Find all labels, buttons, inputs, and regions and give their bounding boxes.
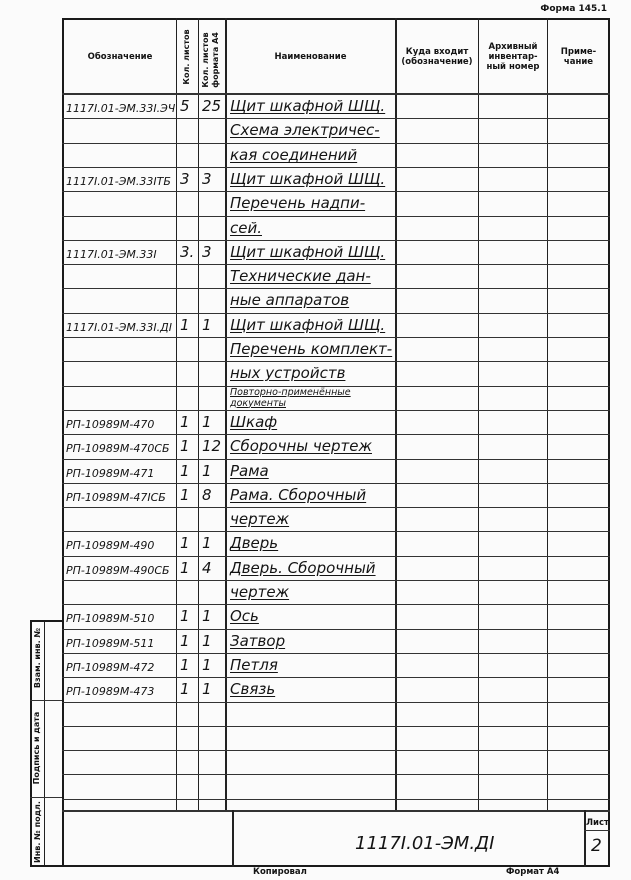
header-designation: Обозначение bbox=[87, 51, 153, 62]
row-line bbox=[62, 459, 610, 460]
row-line bbox=[62, 264, 610, 265]
col-line bbox=[478, 18, 479, 810]
side-label-inventory: Инв. № подл. bbox=[33, 801, 42, 863]
row-line bbox=[62, 337, 610, 338]
row-designation: РП-10989М-472 bbox=[66, 660, 155, 674]
row-a4-count: 12 bbox=[202, 437, 222, 456]
row-a4-count: 25 bbox=[202, 97, 222, 115]
sheet-label: Лист bbox=[586, 818, 609, 828]
row-name: Щит шкафной ШЩ. bbox=[230, 169, 386, 188]
row-sheet-count: 3 bbox=[180, 169, 190, 188]
row-designation: РП-10989М-490СБ bbox=[66, 563, 170, 577]
row-a4-count: 1 bbox=[202, 655, 212, 674]
row-sheet-count: 1 bbox=[180, 485, 190, 504]
form-label: Форма 145.1 bbox=[540, 4, 607, 14]
row-name: Рама bbox=[230, 461, 269, 480]
row-name: чертеж bbox=[230, 583, 290, 601]
row-designation: 1117I.01-ЭМ.33IТБ bbox=[66, 174, 171, 188]
title-block-divider bbox=[62, 810, 610, 812]
row-line bbox=[62, 167, 610, 168]
row-a4-count: 1 bbox=[202, 534, 212, 553]
row-line bbox=[62, 191, 610, 192]
side-label-replacement: Взам. инв. № bbox=[33, 627, 42, 689]
row-name: Технические дан- bbox=[230, 267, 371, 286]
row-designation: РП-10989М-510 bbox=[66, 612, 155, 626]
row-line bbox=[62, 507, 610, 508]
row-name: Шкаф bbox=[230, 412, 278, 431]
row-designation: 1117I.01-ЭМ.33I bbox=[66, 247, 157, 261]
row-line bbox=[62, 118, 610, 119]
row-line bbox=[62, 240, 610, 241]
row-line bbox=[62, 774, 610, 775]
row-name: Затвор bbox=[230, 631, 286, 650]
row-line bbox=[62, 629, 610, 630]
row-sheet-count: 1 bbox=[180, 631, 190, 650]
row-name: Рама. Сборочный bbox=[230, 485, 367, 504]
row-sheet-count: 1 bbox=[180, 461, 190, 480]
header-sheet-count: Кол. листов bbox=[182, 29, 191, 85]
row-a4-count: 1 bbox=[202, 412, 212, 431]
row-name: Петля bbox=[230, 655, 278, 674]
row-sheet-count: 1 bbox=[180, 655, 190, 674]
row-sheet-count: 1 bbox=[180, 558, 190, 577]
col-line bbox=[547, 18, 548, 810]
row-designation: РП-10989М-511 bbox=[66, 636, 155, 650]
header-divider bbox=[62, 93, 610, 95]
row-name: чертеж bbox=[230, 510, 290, 529]
row-name: Дверь bbox=[230, 534, 279, 553]
row-designation: РП-10989М-473 bbox=[66, 685, 155, 699]
row-sheet-count: 1 bbox=[180, 680, 190, 699]
header-archive: Архивный инвентар-ный номер bbox=[486, 41, 540, 72]
col-line bbox=[176, 18, 177, 810]
row-name: ные аппаратов bbox=[230, 291, 350, 310]
row-line bbox=[62, 483, 610, 484]
sheet-number: 2 bbox=[591, 836, 602, 856]
row-name: Схема электричес- bbox=[230, 121, 380, 140]
row-designation: РП-10989М-470СБ bbox=[66, 442, 170, 456]
row-sheet-count: 1 bbox=[180, 607, 190, 626]
row-sheet-count: 1 bbox=[180, 315, 190, 334]
row-name: Щит шкафной ШЩ. bbox=[230, 315, 386, 334]
copied-label: Копировал bbox=[253, 867, 307, 877]
row-name: Ось bbox=[230, 607, 259, 626]
row-name: кая соединений bbox=[230, 145, 358, 164]
row-sheet-count: 1 bbox=[180, 412, 190, 431]
row-line bbox=[62, 604, 610, 605]
row-designation: РП-10989М-490 bbox=[66, 539, 155, 553]
row-a4-count: 1 bbox=[202, 461, 212, 480]
row-a4-count: 3 bbox=[202, 169, 212, 188]
col-line bbox=[395, 18, 397, 810]
row-line bbox=[62, 653, 610, 654]
row-line bbox=[62, 531, 610, 532]
row-line bbox=[62, 216, 610, 217]
row-a4-count: 1 bbox=[202, 631, 212, 650]
row-line bbox=[62, 288, 610, 289]
header-note: Приме-чание bbox=[560, 46, 597, 67]
row-line bbox=[62, 410, 610, 411]
row-name: Щит шкафной ШЩ. bbox=[230, 242, 386, 261]
row-a4-count: 8 bbox=[202, 485, 212, 504]
row-a4-count: 4 bbox=[202, 558, 212, 577]
row-name: сей. bbox=[230, 218, 262, 237]
row-line bbox=[62, 726, 610, 727]
row-name: Связь bbox=[230, 680, 276, 699]
row-a4-count: 3 bbox=[202, 242, 212, 261]
row-name: Перечень комплект- bbox=[230, 340, 393, 358]
row-name: Сборочны чертеж bbox=[230, 437, 372, 456]
row-a4-count: 1 bbox=[202, 607, 212, 626]
row-line bbox=[62, 313, 610, 314]
format-label: Формат А4 bbox=[506, 867, 560, 877]
row-a4-count: 1 bbox=[202, 315, 212, 334]
row-name: ных устройств bbox=[230, 364, 346, 383]
row-line bbox=[62, 702, 610, 703]
row-name: Щит шкафной ШЩ. bbox=[230, 97, 386, 115]
row-designation: РП-10989М-470 bbox=[66, 417, 155, 431]
side-label-signature: Подпись и дата bbox=[32, 711, 41, 785]
header-destination: Куда входит (обозначение) bbox=[401, 46, 473, 67]
header-a4-count: Кол. листов формата А4 bbox=[201, 32, 220, 88]
col-line bbox=[225, 18, 227, 810]
header-name: Наименование bbox=[274, 51, 347, 62]
row-name: Повторно-применённые документы bbox=[230, 386, 351, 409]
row-designation: РП-10989М-47ICБ bbox=[66, 490, 166, 504]
row-designation: РП-10989М-471 bbox=[66, 466, 155, 480]
col-line bbox=[198, 18, 199, 810]
row-name: Перечень надпи- bbox=[230, 194, 366, 213]
row-designation: 1117I.01-ЭМ.33I.ЭЧ bbox=[66, 102, 176, 115]
row-sheet-count: 1 bbox=[180, 534, 190, 553]
row-sheet-count: 3. bbox=[180, 242, 195, 261]
row-sheet-count: 1 bbox=[180, 437, 190, 456]
row-a4-count: 1 bbox=[202, 680, 212, 699]
row-sheet-count: 5 bbox=[180, 97, 190, 115]
row-line bbox=[62, 580, 610, 581]
row-line bbox=[62, 799, 610, 800]
row-name: Дверь. Сборочный bbox=[230, 558, 376, 577]
row-line bbox=[62, 677, 610, 678]
row-line bbox=[62, 556, 610, 557]
row-line bbox=[62, 750, 610, 751]
row-designation: 1117I.01-ЭМ.33I.ДI bbox=[66, 320, 172, 334]
row-line bbox=[62, 361, 610, 362]
row-line bbox=[62, 143, 610, 144]
title-designation: 1117I.01-ЭМ.ДI bbox=[355, 833, 495, 854]
row-line bbox=[62, 434, 610, 435]
